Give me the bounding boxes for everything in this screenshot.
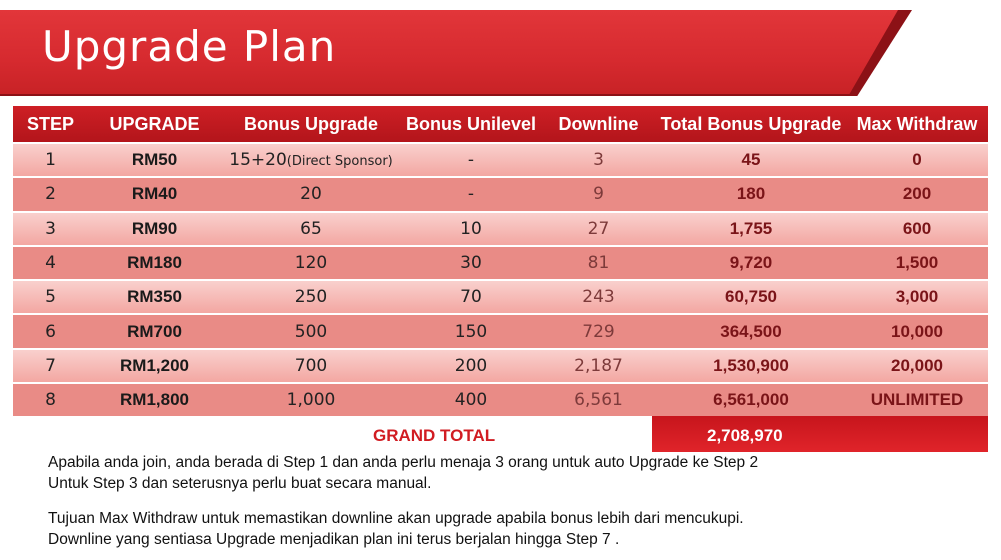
total-bonus-cell: [656, 287, 846, 307]
bonus-unilevel-cell-text: 10: [460, 218, 482, 239]
note-line: Tujuan Max Withdraw untuk memastikan downline akan upgrade apabila bonus lebih dari mencukupi.: [48, 510, 744, 527]
bonus-upgrade-cell-text: 700: [294, 355, 328, 376]
upgrade-cell: [88, 322, 221, 342]
downline-cell-text: 9: [593, 184, 604, 205]
downline-cell: [541, 219, 656, 239]
bonus-upgrade-cell: [221, 184, 401, 204]
grand-total-box: [652, 416, 988, 452]
total-bonus-cell-text: 60,750: [725, 287, 777, 307]
upgrade-cell-text: RM700: [127, 321, 182, 341]
header-bonus-unilevel: Bonus Unilevel: [405, 113, 537, 134]
header-bonus-upgrade: Bonus Upgrade: [243, 113, 378, 134]
max-withdraw-cell-text: 3,000: [895, 287, 939, 307]
grand-total-value: 2,708,970: [707, 426, 783, 445]
total-bonus-cell: [656, 390, 846, 410]
step-cell-text: 6: [45, 321, 56, 342]
bonus-upgrade-cell-text: 500: [294, 321, 328, 342]
bonus-unilevel-cell: [401, 150, 541, 170]
bonus-unilevel-cell-text: 70: [460, 287, 482, 308]
bonus-upgrade-cell-text: 1,000: [286, 390, 336, 411]
bonus-upgrade-cell: [221, 356, 401, 376]
downline-cell-text: 27: [587, 218, 610, 239]
bonus-unilevel-cell-text: -: [467, 150, 475, 171]
upgrade-cell-text: RM1,200: [120, 355, 189, 375]
header-total-bonus-upgrade: Total Bonus Upgrade: [660, 113, 842, 134]
table-row: [13, 142, 988, 176]
max-withdraw-cell-text: 200: [902, 184, 932, 204]
upgrade-cell: [88, 150, 221, 170]
upgrade-cell-text: RM50: [131, 150, 178, 170]
bonus-upgrade-cell-text: 250: [294, 287, 328, 308]
upgrade-cell-text: RM180: [127, 253, 182, 273]
step-cell: [13, 184, 88, 204]
downline-cell: [541, 150, 656, 170]
bonus-unilevel-cell: [401, 219, 541, 239]
downline-cell: [541, 390, 656, 410]
step-cell-text: 8: [45, 390, 56, 411]
total-bonus-cell-text: 6,561,000: [713, 390, 789, 410]
direct-sponsor-note: (Direct Sponsor): [286, 154, 393, 170]
max-withdraw-cell: [846, 390, 988, 410]
total-bonus-cell: [656, 253, 846, 273]
bonus-unilevel-cell: [401, 184, 541, 204]
max-withdraw-cell: [846, 150, 988, 170]
page-title: Upgrade Plan: [42, 22, 337, 71]
bonus-unilevel-cell: [401, 253, 541, 273]
max-withdraw-cell-text: 1,500: [895, 253, 939, 273]
upgrade-cell: [88, 184, 221, 204]
total-bonus-cell-text: 45: [741, 150, 761, 170]
table-body: [13, 142, 988, 416]
upgrade-cell-text: RM40: [131, 184, 178, 204]
header-step: STEP: [26, 113, 74, 134]
step-cell-text: 3: [45, 218, 56, 239]
total-bonus-cell: [656, 150, 846, 170]
downline-cell: [541, 322, 656, 342]
max-withdraw-cell-text: 0: [912, 150, 922, 170]
bonus-upgrade-cell: [221, 390, 401, 410]
step-cell-text: 4: [45, 253, 56, 274]
downline-cell: [541, 184, 656, 204]
bonus-upgrade-cell: [221, 150, 401, 170]
step-cell-text: 7: [45, 355, 56, 376]
downline-cell-text: 6,561: [574, 390, 623, 411]
total-bonus-cell: [656, 356, 846, 376]
max-withdraw-cell: [846, 184, 988, 204]
downline-cell-text: 3: [593, 150, 604, 171]
downline-cell-text: 2,187: [574, 355, 623, 376]
table-row: [13, 211, 988, 245]
downline-cell-text: 243: [582, 287, 615, 308]
downline-cell: [541, 253, 656, 273]
bonus-unilevel-cell-text: 200: [454, 355, 488, 376]
max-withdraw-cell-text: 20,000: [891, 355, 943, 375]
total-bonus-cell-text: 364,500: [720, 321, 782, 341]
bonus-upgrade-cell-text: 65: [300, 218, 322, 239]
step-cell: [13, 219, 88, 239]
bonus-unilevel-cell-text: 150: [454, 321, 488, 342]
step-cell: [13, 287, 88, 307]
downline-cell: [541, 356, 656, 376]
total-bonus-cell: [656, 184, 846, 204]
upgrade-cell: [88, 219, 221, 239]
bonus-unilevel-cell-text: 400: [454, 390, 488, 411]
table-row: [13, 176, 988, 210]
bonus-upgrade-cell: [221, 287, 401, 307]
step-cell-text: 2: [45, 184, 56, 205]
total-bonus-cell-text: 1,530,900: [713, 355, 789, 375]
upgrade-cell: [88, 253, 221, 273]
table-row: [13, 245, 988, 279]
step-cell: [13, 253, 88, 273]
bonus-upgrade-cell: [221, 253, 401, 273]
step-cell-text: 5: [45, 287, 56, 308]
bonus-upgrade-cell-text: 15+20: [229, 150, 287, 171]
note-line: Untuk Step 3 dan seterusnya perlu buat secara manual.: [48, 475, 432, 492]
grand-total-label: GRAND TOTAL: [373, 426, 496, 445]
header-max-withdraw: Max Withdraw: [856, 113, 978, 134]
max-withdraw-cell: [846, 356, 988, 376]
max-withdraw-cell: [846, 219, 988, 239]
bonus-upgrade-cell: [221, 219, 401, 239]
max-withdraw-cell-text: 600: [902, 218, 932, 238]
table-row: [13, 279, 988, 313]
bonus-upgrade-cell: [221, 322, 401, 342]
max-withdraw-cell-text: 10,000: [891, 321, 943, 341]
note-line: Downline yang sentiasa Upgrade menjadikan plan ini terus berjalan hingga Step 7 .: [48, 531, 620, 548]
max-withdraw-cell-text: UNLIMITED: [870, 390, 964, 410]
table-row: [13, 382, 988, 416]
upgrade-cell-text: RM350: [127, 287, 182, 307]
max-withdraw-cell: [846, 253, 988, 273]
total-bonus-cell: [656, 322, 846, 342]
step-cell: [13, 322, 88, 342]
bonus-unilevel-cell-text: -: [467, 184, 475, 205]
bonus-unilevel-cell: [401, 287, 541, 307]
step-cell: [13, 356, 88, 376]
downline-cell-text: 81: [587, 253, 610, 274]
total-bonus-cell-text: 9,720: [729, 253, 773, 273]
total-bonus-cell-text: 180: [736, 184, 766, 204]
table-header-row: [13, 106, 988, 142]
max-withdraw-cell: [846, 322, 988, 342]
header-upgrade: UPGRADE: [109, 113, 200, 134]
total-bonus-cell: [656, 219, 846, 239]
downline-cell-text: 729: [582, 321, 615, 342]
upgrade-cell: [88, 390, 221, 410]
upgrade-cell-text: RM1,800: [120, 390, 189, 410]
note-line: Apabila anda join, anda berada di Step 1 dan anda perlu menaja 3 orang untuk auto Upgrade ke Step 2: [48, 454, 759, 471]
step-cell: [13, 390, 88, 410]
bonus-unilevel-cell-text: 30: [460, 253, 482, 274]
step-cell: [13, 150, 88, 170]
upgrade-cell: [88, 356, 221, 376]
downline-cell: [541, 287, 656, 307]
header-downline: Downline: [558, 113, 639, 134]
step-cell-text: 1: [45, 150, 56, 171]
bonus-unilevel-cell: [401, 322, 541, 342]
total-bonus-cell-text: 1,755: [729, 218, 773, 238]
table-row: [13, 313, 988, 347]
max-withdraw-cell: [846, 287, 988, 307]
notes: [48, 452, 948, 550]
bonus-upgrade-cell-text: 120: [294, 253, 328, 274]
upgrade-plan-table: [13, 106, 988, 416]
table-row: [13, 348, 988, 382]
upgrade-cell-text: RM90: [131, 218, 178, 238]
bonus-upgrade-cell-text: 20: [300, 184, 322, 205]
bonus-unilevel-cell: [401, 356, 541, 376]
bonus-unilevel-cell: [401, 390, 541, 410]
upgrade-cell: [88, 287, 221, 307]
